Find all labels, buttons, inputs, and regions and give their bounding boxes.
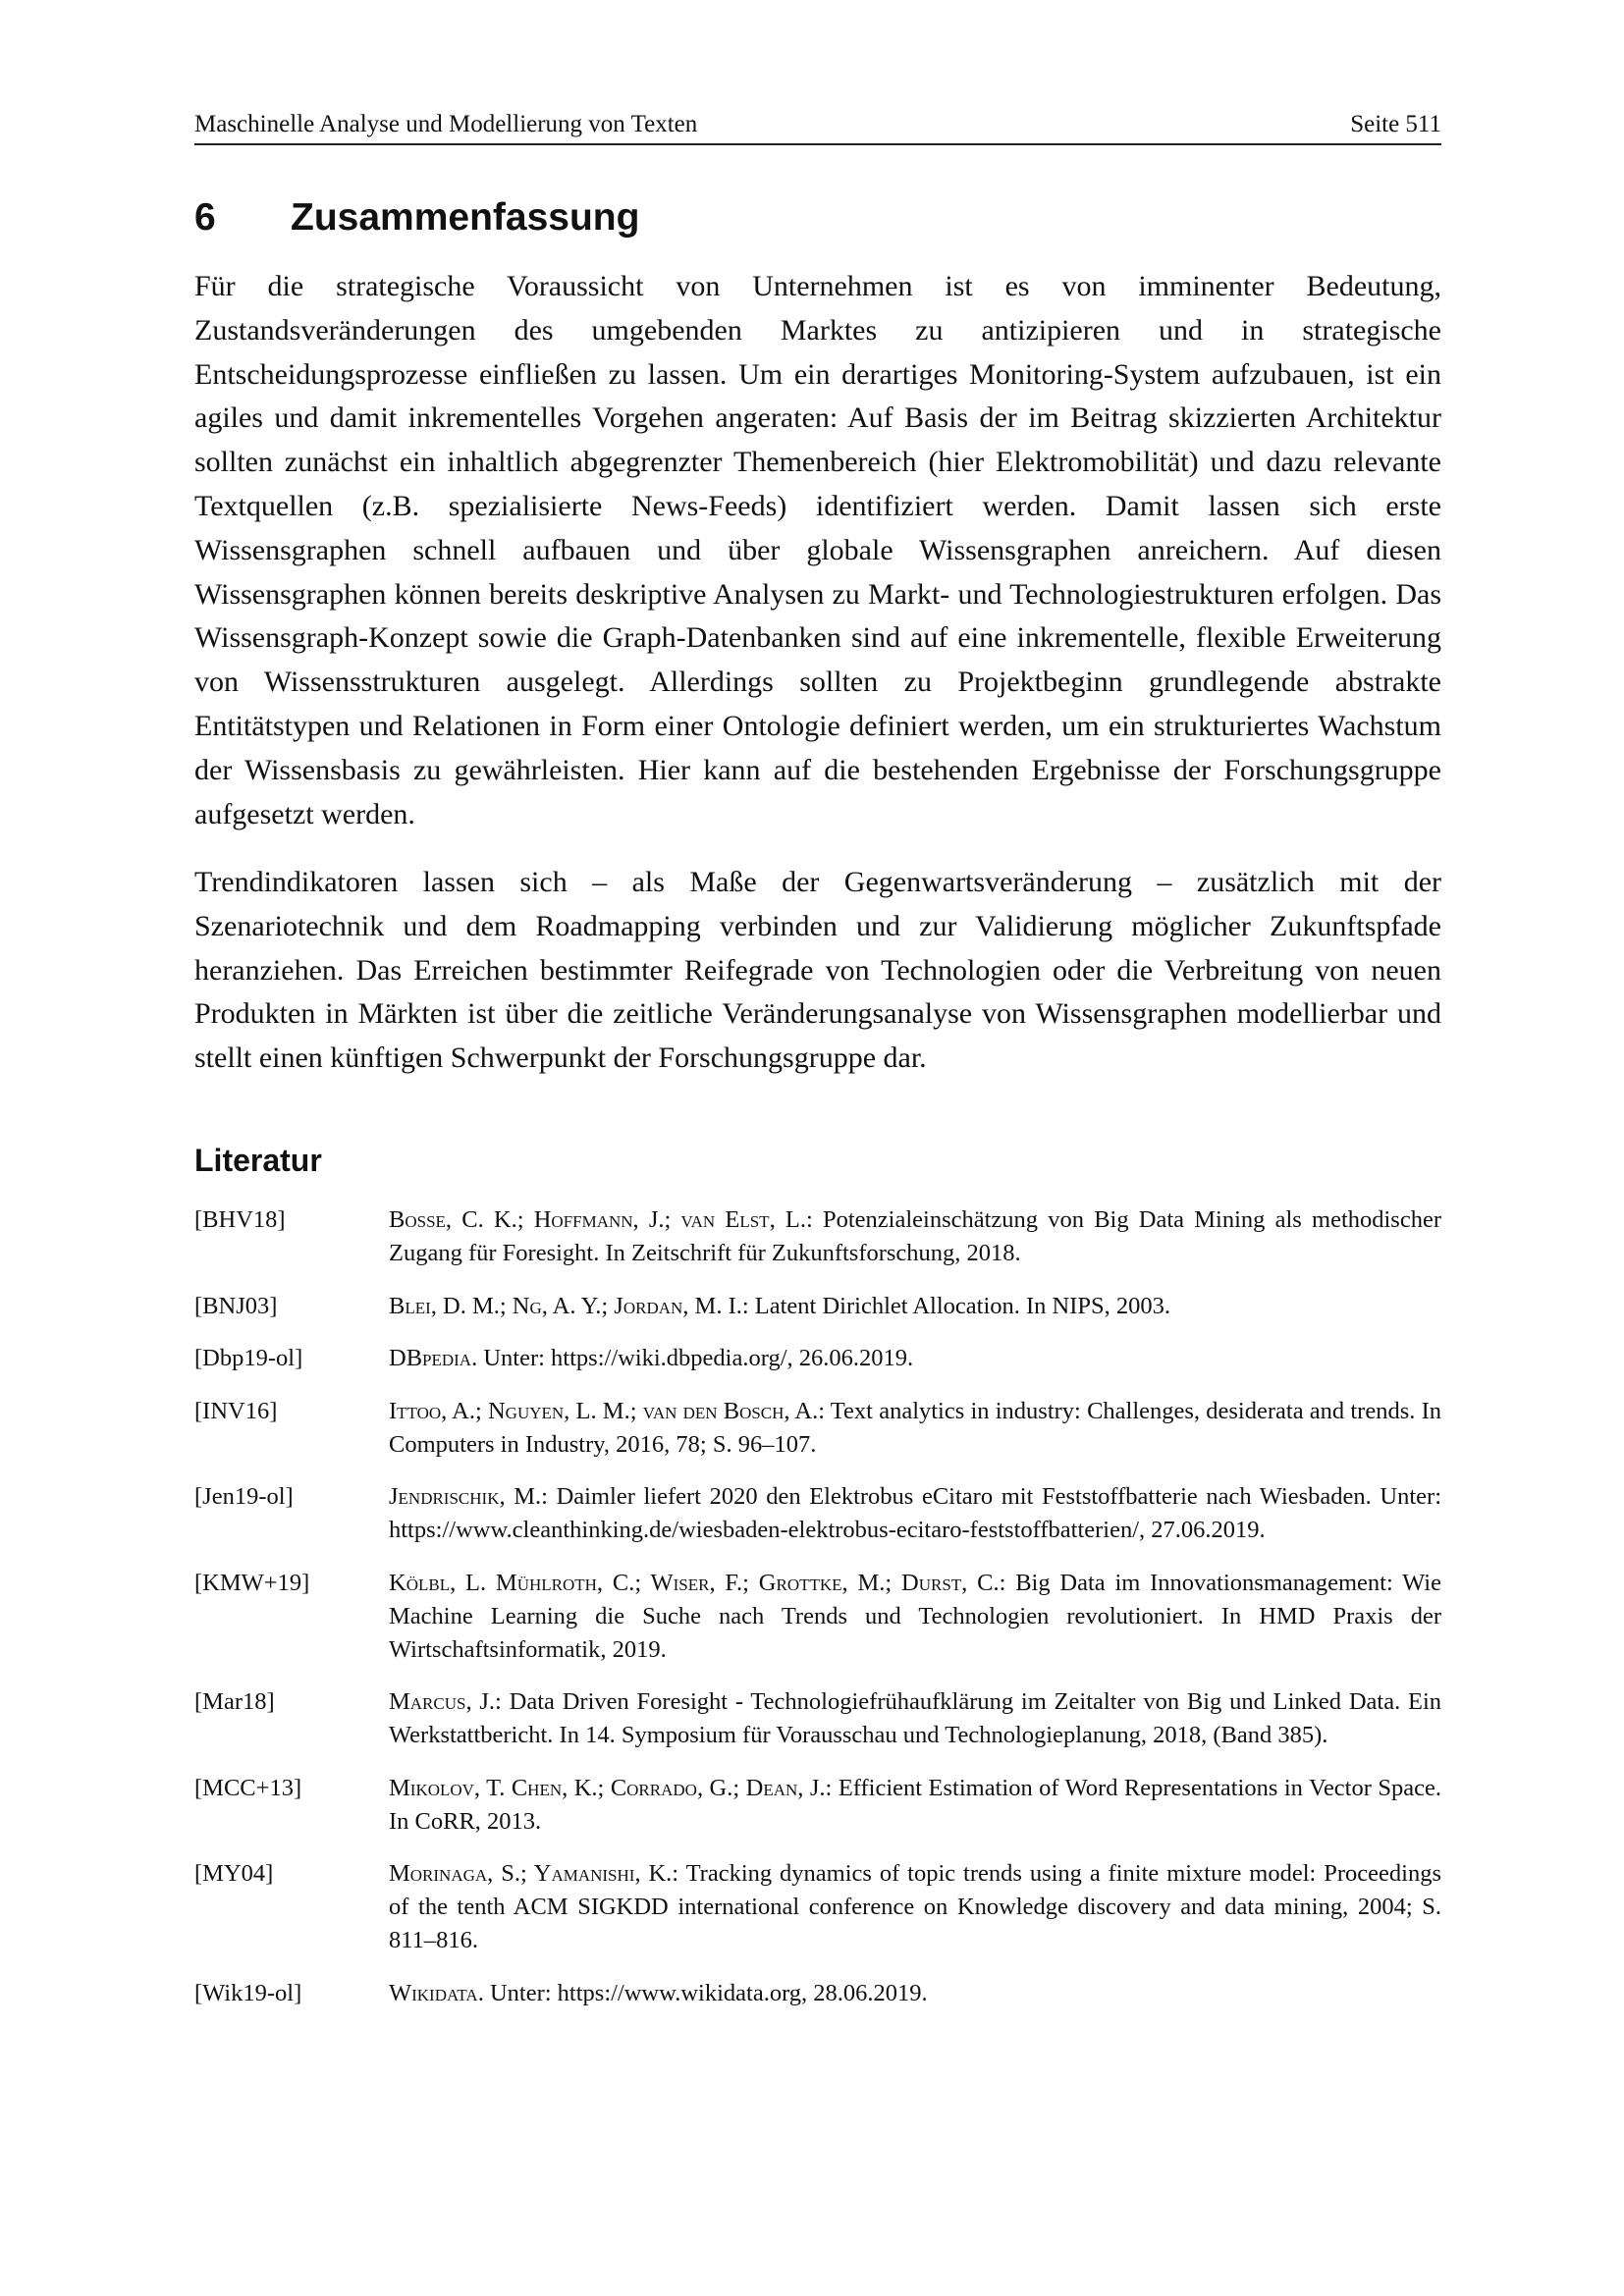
reference-list — [194, 1203, 1441, 2029]
reference-wik19 — [194, 1977, 1441, 2010]
reference-text: Tracking dynamics of topic trends using a finite mixture model: Proceedings of the tenth ACM SIGKDD international conference on Knowledge discovery and data mining, 2004; S. 811–816. — [389, 1860, 1442, 1953]
reference-body — [389, 1977, 1441, 2010]
reference-text: Unter: https://www.wikidata.org, 28.06.2019. — [483, 1979, 928, 2006]
reference-dbp19 — [194, 1342, 1441, 1375]
reference-text: Text analytics in industry: Challenges, desiderata and trends. In Computers in Industry, 2016, 78; S. 96–107. — [389, 1397, 1441, 1458]
reference-key: [Jen19-ol] — [194, 1483, 294, 1510]
reference-key: [KMW+19] — [194, 1569, 310, 1596]
page-number: Seite 511 — [1350, 111, 1441, 137]
reference-text: Potenzialeinschätzung von Big Data Mining als methodischer Zugang für Foresight. In Zeitschrift für Zukunftsforschung, 2018. — [389, 1206, 1441, 1266]
running-header-title: Maschinelle Analyse und Modellierung von Texten — [194, 111, 698, 137]
reference-jen19 — [194, 1480, 1441, 1547]
reference-key: [INV16] — [194, 1397, 278, 1424]
reference-key: [MY04] — [194, 1860, 274, 1887]
reference-authors: Jendrischik, M.: — [389, 1483, 548, 1510]
reference-text: Big Data im Innovationsmanagement: Wie Machine Learning die Suche nach Trends und Technologien revolutioniert. In HMD Praxis der Wirtschaftsinformatik, 2019. — [389, 1569, 1441, 1663]
reference-body — [389, 1857, 1441, 1957]
reference-bhv18 — [194, 1203, 1441, 1270]
reference-key: [BHV18] — [194, 1206, 286, 1233]
reference-mar18 — [194, 1685, 1441, 1752]
reference-key: [Mar18] — [194, 1688, 275, 1715]
summary-paragraph-2: Trendindikatoren lassen sich – als Maße der Gegenwartsveränderung – zusätzlich mit der Szenariotechnik und dem Roadmapping verbinden und zur Validierung möglicher Zukunftspfade heranziehen. Das Erreichen bestimmter Reifegrade von Technologien oder die Verbreitung von neuen Produkten in Märkten ist über die zeitliche Veränderungsanalyse von Wissensgraphen modellierbar und stellt einen künftigen Schwerpunkt der Forschungsgruppe dar. — [194, 866, 1441, 1075]
section-heading — [194, 194, 639, 241]
reference-authors: Wikidata. — [389, 1979, 484, 2006]
reference-body — [389, 1480, 1441, 1547]
reference-inv16 — [194, 1395, 1441, 1462]
reference-key: [MCC+13] — [194, 1774, 302, 1801]
reference-kmw19 — [194, 1567, 1441, 1667]
reference-bnj03 — [194, 1290, 1441, 1323]
reference-key: [BNJ03] — [194, 1292, 278, 1319]
reference-mcc13 — [194, 1772, 1441, 1839]
reference-body — [389, 1772, 1441, 1839]
reference-body — [389, 1342, 1441, 1375]
reference-my04 — [194, 1857, 1441, 1957]
reference-text: Latent Dirichlet Allocation. In NIPS, 2003. — [748, 1292, 1171, 1319]
reference-authors: DBpedia. — [389, 1345, 478, 1371]
reference-authors: Kölbl, L. Mühlroth, C.; Wiser, F.; Grottke, M.; Durst, C.: — [389, 1569, 1006, 1596]
reference-body — [389, 1567, 1441, 1667]
section-number: 6 — [194, 196, 216, 239]
reference-body — [389, 1290, 1441, 1323]
reference-text: Data Driven Foresight - Technologiefrühaufklärung im Zeitalter von Big und Linked Data. Ein Werkstattbericht. In 14. Symposium für Vorausschau und Technologieplanung, 2018, (Band 385). — [389, 1688, 1442, 1748]
reference-key: [Wik19-ol] — [194, 1979, 302, 2006]
reference-authors: Blei, D. M.; Ng, A. Y.; Jordan, M. I.: — [389, 1292, 749, 1319]
reference-authors: Morinaga, S.; Yamanishi, K.: — [389, 1860, 679, 1887]
reference-body — [389, 1685, 1441, 1752]
reference-text: Daimler liefert 2020 den Elektrobus eCitaro mit Feststoffbatterie nach Wiesbaden. Unter: https://www.cleanthinking.de/wiesbaden-elektrobus-ecitaro-feststoffbatterien/, 27.06.2019. — [389, 1483, 1441, 1543]
reference-body — [389, 1203, 1441, 1270]
reference-authors: Mikolov, T. Chen, K.; Corrado, G.; Dean, J.: — [389, 1774, 833, 1801]
reference-authors: Marcus, J.: — [389, 1688, 502, 1715]
reference-key: [Dbp19-ol] — [194, 1345, 303, 1371]
summary-paragraph-1: Für die strategische Voraussicht von Unternehmen ist es von imminenter Bedeutung, Zustandsveränderungen des umgebenden Marktes zu antizipieren und in strategische Entscheidungsprozesse einfließen zu lassen. Um ein derartiges Monitoring-System aufzubauen, ist ein agiles und damit inkrementelles Vorgehen angeraten: Auf Basis der im Beitrag skizzierten Architektur sollten zunächst ein inhaltlich abgegrenzter Themenbereich (hier Elektromobilität) und dazu relevante Textquellen (z.B. spezialisierte News-Feeds) identifiziert werden. Damit lassen sich erste Wissensgraphen schnell aufbauen und über globale Wissensgraphen anreichern. Auf diesen Wissensgraphen können bereits deskriptive Analysen zu Markt- und Technologiestrukturen erfolgen. Das Wissensgraph-Konzept sowie die Graph-Datenbanken sind auf eine inkrementelle, flexible Erweiterung von Wissensstrukturen ausgelegt. Allerdings sollten zu Projektbeginn grundlegende abstrakte Entitätstypen und Relationen in Form einer Ontologie definiert werden, um ein strukturiertes Wachstum der Wissensbasis zu gewährleisten. Hier kann auf die bestehenden Ergebnisse der Forschungsgruppe aufgesetzt werden. — [194, 270, 1441, 830]
reference-text: Efficient Estimation of Word Representations in Vector Space. In CoRR, 2013. — [389, 1774, 1441, 1835]
reference-text: Unter: https://wiki.dbpedia.org/, 26.06.2019. — [477, 1345, 914, 1371]
reference-authors: Bosse, C. K.; Hoffmann, J.; van Elst, L.: — [389, 1206, 813, 1233]
literature-heading: Literatur — [194, 1143, 322, 1178]
running-header — [194, 110, 1441, 145]
reference-authors: Ittoo, A.; Nguyen, L. M.; van den Bosch, A.: — [389, 1397, 826, 1424]
section-title: Zusammenfassung — [291, 196, 640, 239]
reference-body — [389, 1395, 1441, 1462]
